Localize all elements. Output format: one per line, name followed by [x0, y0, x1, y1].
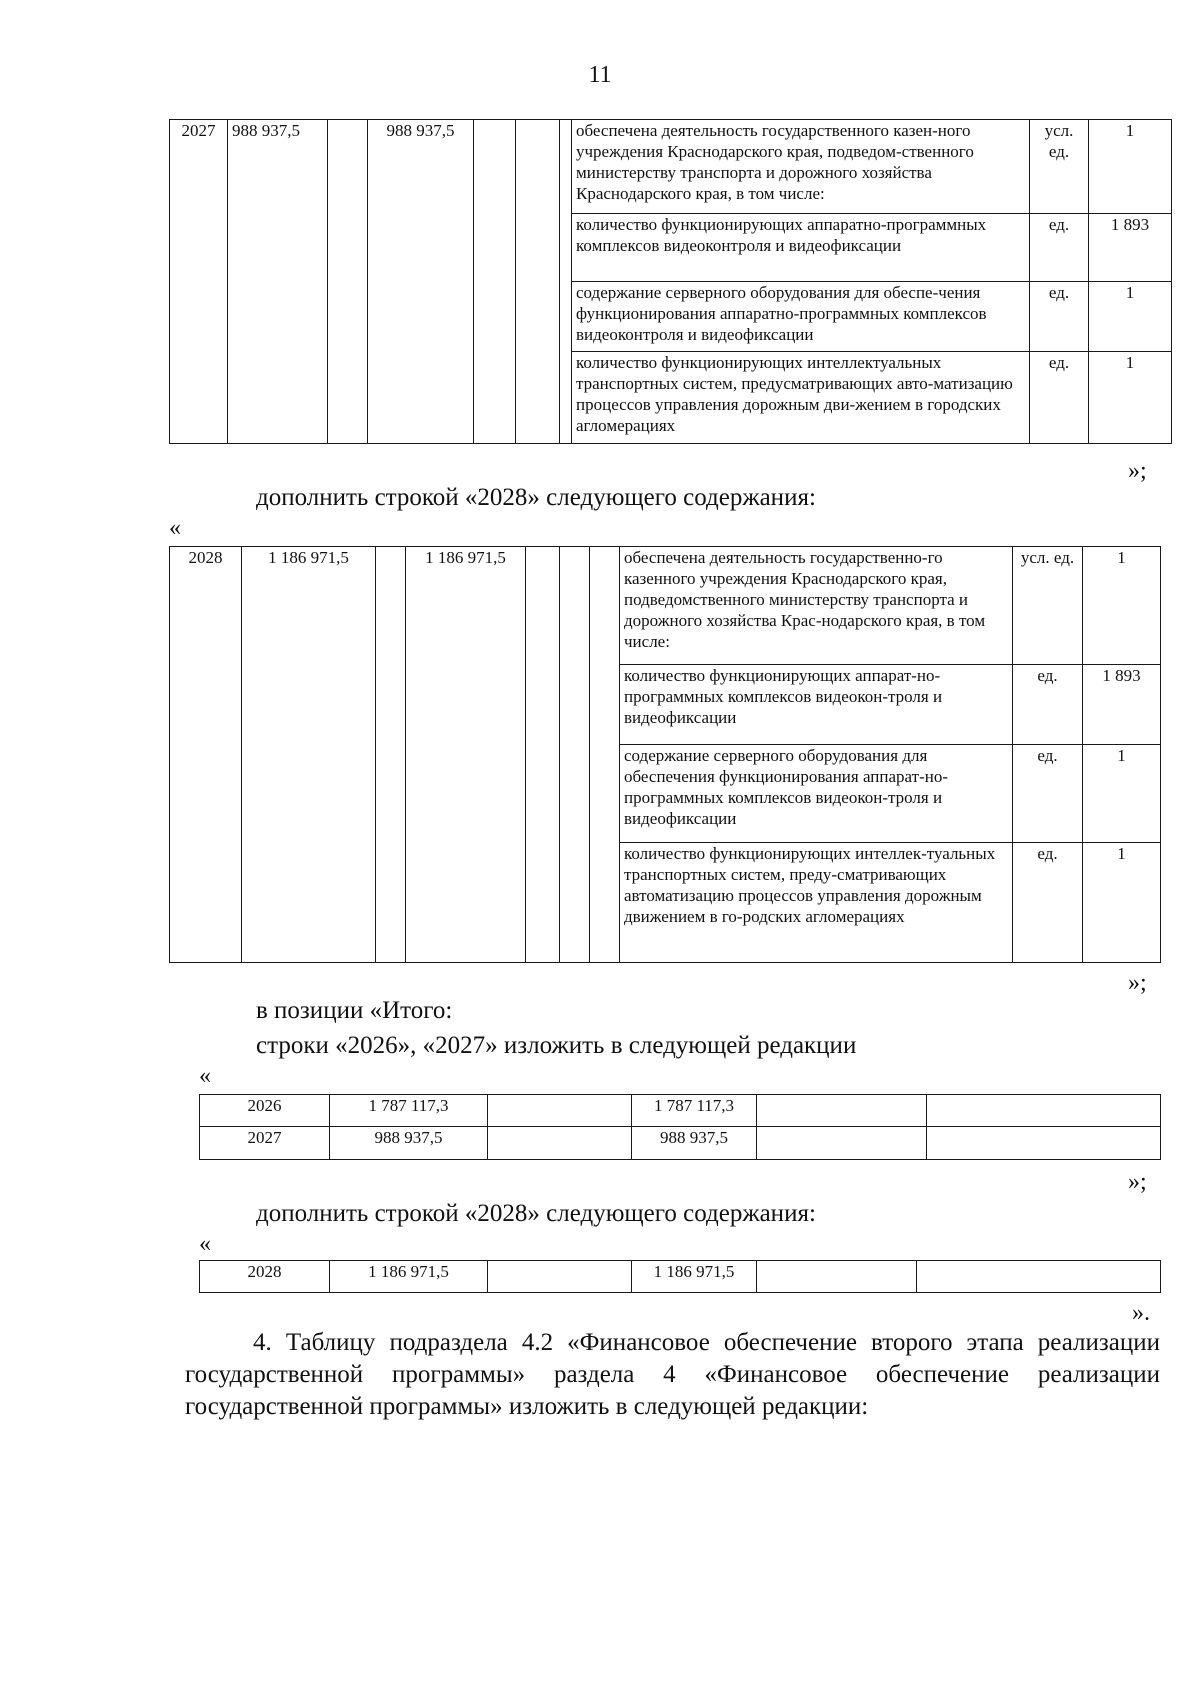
regional-cell: 1 186 971,5 [632, 1261, 757, 1293]
table-total-rows [199, 1094, 1161, 1160]
empty-cell [927, 1127, 1161, 1160]
year-cell: 2027 [200, 1127, 330, 1160]
open-quote: « [199, 1063, 211, 1089]
close-quote: ». [1132, 1300, 1150, 1326]
close-quote: »; [1128, 458, 1147, 484]
result-text: количество функционирующих интеллек-туальных транспортных систем, преду-сматривающих автоматизацию процессов управления дорожным движением в го-родских агломерациях [620, 843, 1013, 963]
year-cell: 2028 [200, 1261, 330, 1293]
table-total-2028 [199, 1260, 1161, 1293]
result-text: обеспечена деятельность государственно-го казенного учреждения Краснодарского края, подведомственного министерству транспорта и дорожного хозяйства Крас-нодарского края, в том числе: [620, 547, 1013, 665]
result-text: количество функционирующих аппарат-но-программных комплексов видеокон-троля и видеофиксации [620, 665, 1013, 745]
result-text: обеспечена деятельность государственного казен-ного учреждения Краснодарского края, подведом-ственного министерству транспорта и дорожного хозяйства Краснодарского края, в том числе: [572, 120, 1030, 214]
result-text: количество функционирующих интеллектуальных транспортных систем, предусматривающих авто-матизацию процессов управления дорожным дви-жением в городских агломерациях [572, 352, 1030, 444]
close-quote: »; [1128, 970, 1147, 996]
regional-cell: 1 186 971,5 [406, 547, 526, 963]
total-cell: 988 937,5 [228, 120, 328, 444]
total-cell: 1 186 971,5 [330, 1261, 488, 1293]
open-quote: « [169, 515, 181, 541]
total-cell: 1 186 971,5 [242, 547, 376, 963]
empty-cell [917, 1261, 1161, 1293]
regional-cell: 988 937,5 [368, 120, 474, 444]
year-cell: 2027 [170, 120, 228, 444]
result-text: содержание серверного оборудования для обеспе-чения функционирования аппаратно-программных комплексов видеоконтроля и видеофиксации [572, 282, 1030, 352]
total-cell: 1 787 117,3 [330, 1095, 488, 1127]
value-cell: 1 [1089, 120, 1172, 214]
year-cell: 2028 [170, 547, 242, 963]
empty-cell [488, 1095, 632, 1127]
value-cell: 1 893 [1083, 665, 1161, 745]
empty-cell [927, 1095, 1161, 1127]
unit-cell: ед. [1013, 745, 1083, 843]
result-text: содержание серверного оборудования для обеспечения функционирования аппарат-но-программных комплексов видеокон-троля и видеофиксации [620, 745, 1013, 843]
table-2028 [169, 546, 1161, 963]
open-quote: « [199, 1231, 211, 1257]
instruction-text: в позиции «Итого: [256, 997, 453, 1024]
empty-cell [560, 120, 572, 444]
table-2027 [169, 119, 1172, 444]
unit-cell: ед. [1013, 665, 1083, 745]
empty-cell [757, 1095, 927, 1127]
instruction-text: дополнить строкой «2028» следующего содержания: [256, 1200, 816, 1227]
empty-cell [560, 547, 590, 963]
total-cell: 988 937,5 [330, 1127, 488, 1160]
empty-cell [757, 1127, 927, 1160]
value-cell: 1 [1089, 352, 1172, 444]
year-cell: 2026 [200, 1095, 330, 1127]
unit-cell: ед. [1030, 282, 1089, 352]
empty-cell [488, 1127, 632, 1160]
page-number: 11 [588, 62, 612, 88]
close-quote: »; [1128, 1169, 1147, 1195]
unit-cell: усл. ед. [1030, 120, 1089, 214]
value-cell: 1 [1089, 282, 1172, 352]
empty-cell [590, 547, 620, 963]
value-cell: 1 [1083, 843, 1161, 963]
empty-cell [516, 120, 560, 444]
unit-cell: ед. [1030, 214, 1089, 282]
value-cell: 1 [1083, 745, 1161, 843]
result-text: количество функционирующих аппаратно-программных комплексов видеоконтроля и видеофиксации [572, 214, 1030, 282]
unit-cell: ед. [1013, 843, 1083, 963]
paragraph-4: 4. Таблицу подраздела 4.2 «Финансовое обеспечение второго этапа реализации государственной программы» раздела 4 «Финансовое обеспечение реализации государственной программы» изложить в следующей редакции: [185, 1329, 1160, 1420]
value-cell: 1 [1083, 547, 1161, 665]
empty-cell [328, 120, 368, 444]
empty-cell [474, 120, 516, 444]
value-cell: 1 893 [1089, 214, 1172, 282]
unit-cell: усл. ед. [1013, 547, 1083, 665]
regional-cell: 1 787 117,3 [632, 1095, 757, 1127]
instruction-text: дополнить строкой «2028» следующего содержания: [256, 484, 816, 511]
empty-cell [376, 547, 406, 963]
unit-cell: ед. [1030, 352, 1089, 444]
empty-cell [526, 547, 560, 963]
empty-cell [757, 1261, 917, 1293]
empty-cell [488, 1261, 632, 1293]
regional-cell: 988 937,5 [632, 1127, 757, 1160]
instruction-text: строки «2026», «2027» изложить в следующей редакции [256, 1032, 857, 1059]
